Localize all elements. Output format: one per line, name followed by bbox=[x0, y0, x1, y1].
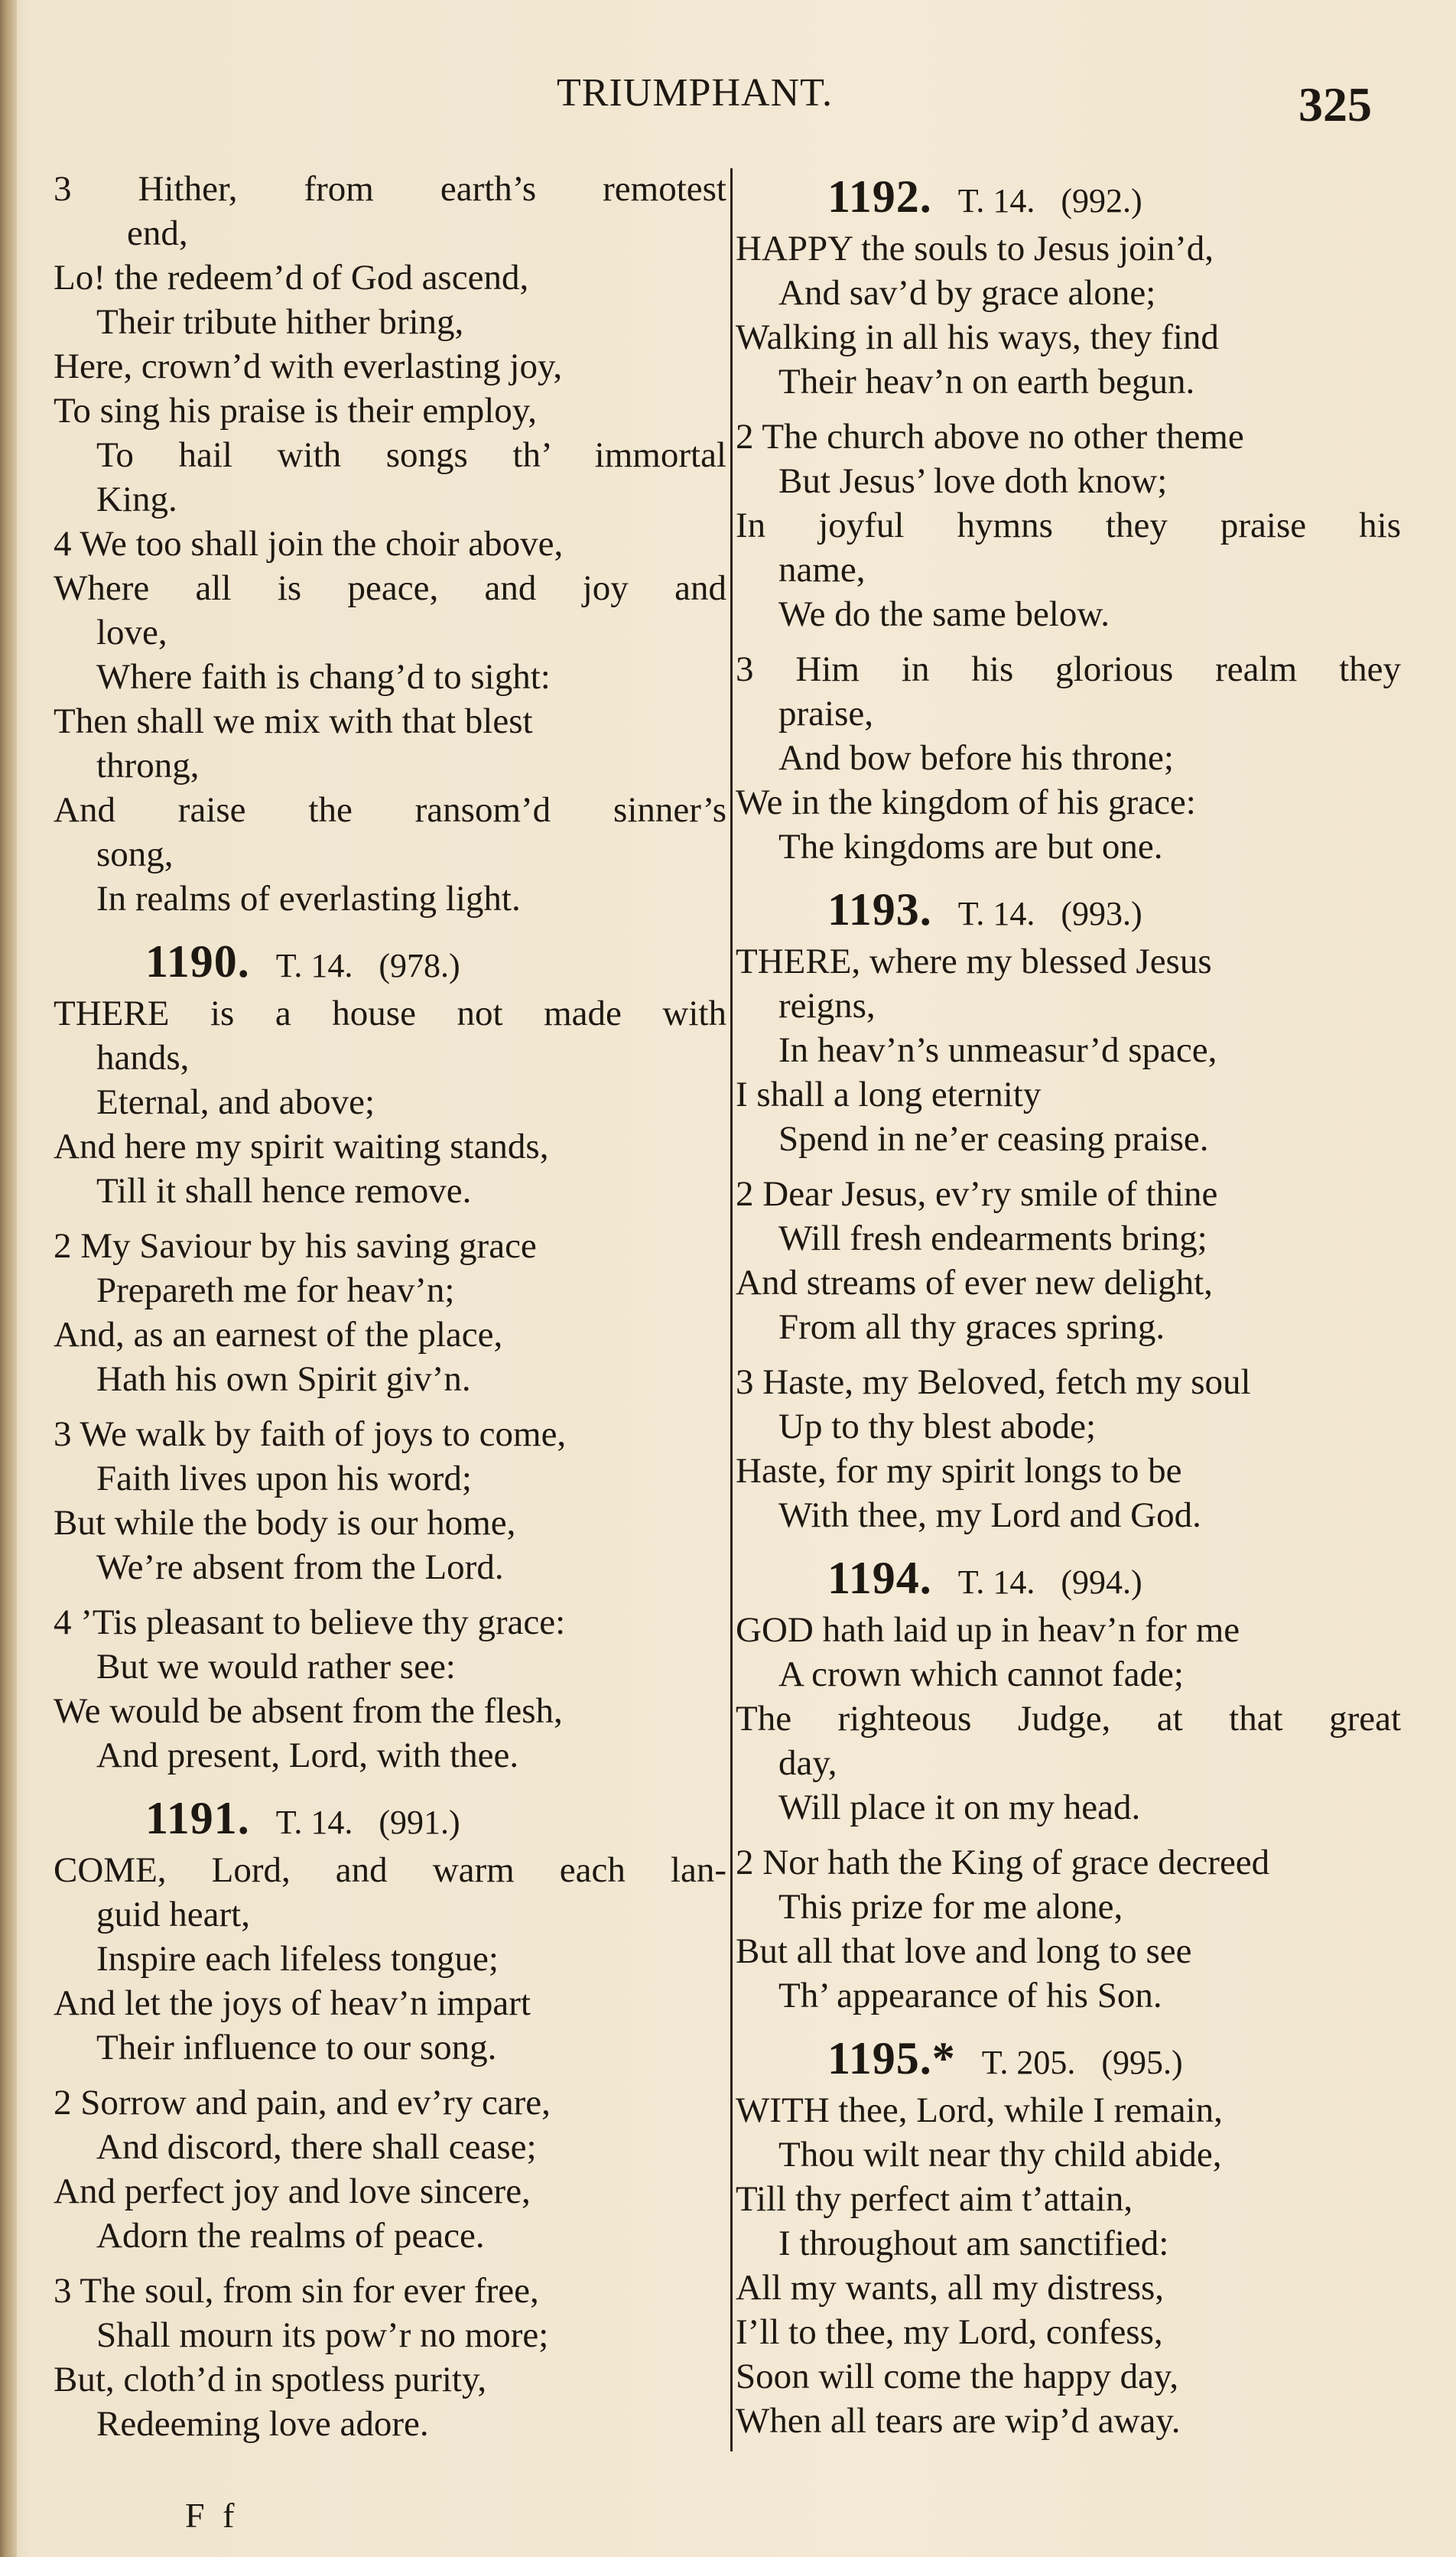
verse-line: Their heav’n on earth begun. bbox=[778, 362, 1195, 402]
verse-line: love, bbox=[96, 613, 167, 652]
verse-line: A crown which cannot fade; bbox=[778, 1654, 1184, 1694]
stanza bbox=[54, 1412, 726, 1589]
stanza bbox=[54, 1224, 726, 1401]
verse-line: And let the joys of heav’n impart bbox=[54, 1983, 531, 2023]
right-column bbox=[736, 167, 1401, 2454]
verse-line: throng, bbox=[96, 746, 200, 786]
verse-line: song, bbox=[96, 834, 174, 874]
tune-number: T. 14. bbox=[957, 895, 1035, 932]
verse-line: The kingdoms are but one. bbox=[778, 827, 1163, 867]
verse-line: And present, Lord, with thee. bbox=[96, 1736, 519, 1775]
verse-line: 2 Dear Jesus, ev’ry smile of thine bbox=[736, 1174, 1218, 1214]
verse-line: The righteous Judge, at that great bbox=[736, 1699, 1401, 1739]
hymn-heading bbox=[736, 884, 1401, 936]
stanza-gap bbox=[736, 636, 1401, 647]
old-hymn-number: (992.) bbox=[1061, 182, 1142, 220]
verse-line: And here my spirit waiting stands, bbox=[54, 1127, 549, 1166]
stanza-gap bbox=[54, 1401, 726, 1412]
book-gutter bbox=[0, 0, 17, 2557]
verse-line: I throughout am sanctified: bbox=[778, 2224, 1169, 2263]
old-hymn-number: (991.) bbox=[379, 1804, 460, 1841]
verse-line: WITH thee, Lord, while I remain, bbox=[736, 2090, 1223, 2130]
verse-line: In heav’n’s unmeasur’d space, bbox=[778, 1030, 1217, 1070]
stanza bbox=[736, 1608, 1401, 1830]
verse-line: guid heart, bbox=[96, 1895, 250, 1934]
verse-line: Th’ appearance of his Son. bbox=[778, 1976, 1162, 2015]
stanza bbox=[54, 1600, 726, 1778]
verse-line: 2 The church above no other theme bbox=[736, 417, 1244, 457]
verse-line: Adorn the realms of peace. bbox=[96, 2216, 485, 2256]
tune-number: T. 14. bbox=[275, 947, 353, 984]
verse-line: I shall a long eternity bbox=[736, 1075, 1042, 1114]
page-number: 325 bbox=[1298, 77, 1372, 132]
verse-line: King. bbox=[96, 480, 177, 519]
verse-line: And raise the ransom’d sinner’s bbox=[54, 790, 726, 830]
stanza-gap bbox=[54, 1213, 726, 1224]
stanza-gap bbox=[736, 869, 1401, 880]
stanza bbox=[736, 1360, 1401, 1537]
stanza bbox=[736, 226, 1401, 404]
verse-line: 3 The soul, from sin for ever free, bbox=[54, 2271, 539, 2311]
verse-line: We do the same below. bbox=[778, 594, 1110, 634]
verse-line: Their tribute hither bring, bbox=[96, 302, 464, 342]
verse-line: When all tears are wip’d away. bbox=[736, 2401, 1181, 2441]
hymn-number: 1194. bbox=[827, 1553, 932, 1603]
stanza-gap bbox=[54, 1589, 726, 1600]
verse-line: praise, bbox=[778, 694, 873, 734]
stanza bbox=[736, 939, 1401, 1161]
verse-line: Here, crown’d with everlasting joy, bbox=[54, 346, 563, 386]
verse-line: Inspire each lifeless tongue; bbox=[96, 1939, 499, 1979]
hymn-heading bbox=[54, 936, 726, 988]
verse-line: Walking in all his ways, they find bbox=[736, 317, 1219, 357]
stanza bbox=[736, 1172, 1401, 1349]
verse-line: COME, Lord, and warm each lan- bbox=[54, 1850, 726, 1890]
stanza-gap bbox=[736, 404, 1401, 415]
hymn-number: 1191. bbox=[145, 1793, 250, 1843]
stanza-gap bbox=[736, 2443, 1401, 2454]
verse-line: THERE, where my blessed Jesus bbox=[736, 942, 1212, 981]
hymn-heading bbox=[736, 2033, 1401, 2085]
verse-line: In realms of everlasting light. bbox=[96, 879, 521, 919]
stanza bbox=[54, 1848, 726, 2070]
tune-number: T. 205. bbox=[981, 2044, 1076, 2081]
stanza-gap bbox=[736, 2018, 1401, 2028]
column-divider bbox=[730, 168, 733, 2451]
verse-line: 2 My Saviour by his saving grace bbox=[54, 1226, 537, 1266]
verse-line: HAPPY the souls to Jesus join’d, bbox=[736, 229, 1214, 268]
verse-line: But we would rather see: bbox=[96, 1647, 456, 1687]
old-hymn-number: (978.) bbox=[379, 947, 460, 984]
verse-line: Hath his own Spirit giv’n. bbox=[96, 1359, 471, 1399]
verse-line: I’ll to thee, my Lord, confess, bbox=[736, 2312, 1163, 2352]
verse-line: And streams of ever new delight, bbox=[736, 1263, 1213, 1303]
hymn-number: 1192. bbox=[827, 171, 932, 222]
verse-line: Up to thy blest abode; bbox=[778, 1407, 1097, 1446]
stanza-gap bbox=[736, 1161, 1401, 1172]
stanza bbox=[54, 2080, 726, 2258]
stanza-gap bbox=[54, 2258, 726, 2269]
stanza bbox=[54, 2269, 726, 2446]
verse-line: Till it shall hence remove. bbox=[96, 1171, 472, 1211]
stanza-gap bbox=[736, 1537, 1401, 1548]
verse-line: We would be absent from the flesh, bbox=[54, 1691, 563, 1731]
verse-line: GOD hath laid up in heav’n for me bbox=[736, 1610, 1240, 1650]
verse-line: Thou wilt near thy child abide, bbox=[778, 2135, 1222, 2175]
hymn-heading bbox=[54, 1793, 726, 1845]
stanza-gap bbox=[54, 2070, 726, 2080]
verse-line: From all thy graces spring. bbox=[778, 1307, 1165, 1347]
verse-line: Till thy perfect aim t’attain, bbox=[736, 2179, 1133, 2219]
verse-line: 3 Haste, my Beloved, fetch my soul bbox=[736, 1362, 1251, 1402]
verse-line: And discord, there shall cease; bbox=[96, 2127, 537, 2167]
verse-line: 4 We too shall join the choir above, bbox=[54, 524, 564, 564]
verse-line: And sav’d by grace alone; bbox=[778, 273, 1156, 313]
hymn-number: 1193. bbox=[827, 884, 932, 935]
verse-line: Will fresh endearments bring; bbox=[778, 1218, 1207, 1258]
hymn-heading bbox=[736, 1553, 1401, 1605]
verse-line: 2 Sorrow and pain, and ev’ry care, bbox=[54, 2083, 551, 2123]
stanza-gap bbox=[54, 921, 726, 932]
verse-line: And bow before his throne; bbox=[778, 738, 1174, 778]
verse-line: name, bbox=[778, 550, 866, 590]
verse-line: Soon will come the happy day, bbox=[736, 2357, 1179, 2396]
stanza bbox=[736, 415, 1401, 636]
stanza-gap bbox=[54, 1778, 726, 1788]
verse-line: 4 ’Tis pleasant to believe thy grace: bbox=[54, 1602, 566, 1642]
running-head: TRIUMPHANT. bbox=[557, 71, 834, 115]
verse-line: 3 Hither, from earth’s remotest bbox=[54, 169, 726, 209]
old-hymn-number: (993.) bbox=[1061, 895, 1142, 932]
verse-line: 2 Nor hath the King of grace decreed bbox=[736, 1843, 1270, 1882]
old-hymn-number: (994.) bbox=[1061, 1563, 1142, 1601]
verse-line: We’re absent from the Lord. bbox=[96, 1547, 504, 1587]
stanza-gap bbox=[736, 1830, 1401, 1840]
continued-hymn bbox=[54, 167, 726, 921]
verse-line: But while the body is our home, bbox=[54, 1503, 516, 1543]
verse-line: Then shall we mix with that blest bbox=[54, 701, 533, 741]
stanza bbox=[54, 991, 726, 1213]
tune-number: T. 14. bbox=[957, 1563, 1035, 1601]
verse-line: Their influence to our song. bbox=[96, 2028, 497, 2067]
verse-line: In joyful hymns they praise his bbox=[736, 506, 1401, 545]
verse-line: To sing his praise is their employ, bbox=[54, 391, 537, 431]
stanza-gap bbox=[736, 1349, 1401, 1360]
left-column bbox=[54, 167, 726, 2457]
verse-line: hands, bbox=[96, 1038, 190, 1078]
signature-mark: F f bbox=[185, 2496, 239, 2535]
verse-line: THERE is a house not made with bbox=[54, 994, 726, 1033]
verse-line: With thee, my Lord and God. bbox=[778, 1495, 1201, 1535]
verse-line: But Jesus’ love doth know; bbox=[778, 461, 1168, 501]
stanza-gap bbox=[54, 2446, 726, 2457]
verse-line: Faith lives upon his word; bbox=[96, 1459, 472, 1498]
verse-line: And, as an earnest of the place, bbox=[54, 1315, 503, 1355]
stanza bbox=[736, 1840, 1401, 2018]
verse-line: day, bbox=[778, 1743, 837, 1783]
verse-line: Spend in ne’er ceasing praise. bbox=[778, 1119, 1209, 1159]
old-hymn-number: (995.) bbox=[1101, 2044, 1183, 2081]
hymn-number: 1195.* bbox=[827, 2033, 956, 2084]
verse-line: We in the kingdom of his grace: bbox=[736, 782, 1196, 822]
verse-line: 3 We walk by faith of joys to come, bbox=[54, 1414, 567, 1454]
verse-line: To hail with songs th’ immortal bbox=[96, 435, 726, 475]
stanza bbox=[736, 647, 1401, 869]
verse-line: end, bbox=[127, 213, 188, 253]
hymn-heading bbox=[736, 171, 1401, 223]
verse-line: Eternal, and above; bbox=[96, 1082, 375, 1122]
verse-line: This prize for me alone, bbox=[778, 1887, 1123, 1927]
verse-line: Prepareth me for heav’n; bbox=[96, 1270, 455, 1310]
tune-number: T. 14. bbox=[957, 182, 1035, 220]
verse-line: But, cloth’d in spotless purity, bbox=[54, 2360, 487, 2399]
verse-line: And perfect joy and love sincere, bbox=[54, 2171, 531, 2211]
verse-line: Redeeming love adore. bbox=[96, 2404, 429, 2444]
verse-line: Where faith is chang’d to sight: bbox=[96, 657, 551, 697]
verse-line: Will place it on my head. bbox=[778, 1788, 1141, 1827]
hymn-number: 1190. bbox=[145, 936, 250, 987]
verse-line: Haste, for my spirit longs to be bbox=[736, 1451, 1182, 1491]
verse-line: But all that love and long to see bbox=[736, 1931, 1192, 1971]
verse-line: reigns, bbox=[778, 986, 876, 1026]
stanza bbox=[736, 2088, 1401, 2443]
verse-line: Lo! the redeem’d of God ascend, bbox=[54, 258, 529, 298]
verse-line: All my wants, all my distress, bbox=[736, 2268, 1165, 2308]
verse-line: 3 Him in his glorious realm they bbox=[736, 649, 1401, 689]
tune-number: T. 14. bbox=[275, 1804, 353, 1841]
verse-line: Where all is peace, and joy and bbox=[54, 568, 726, 608]
verse-line: Shall mourn its pow’r no more; bbox=[96, 2315, 549, 2355]
